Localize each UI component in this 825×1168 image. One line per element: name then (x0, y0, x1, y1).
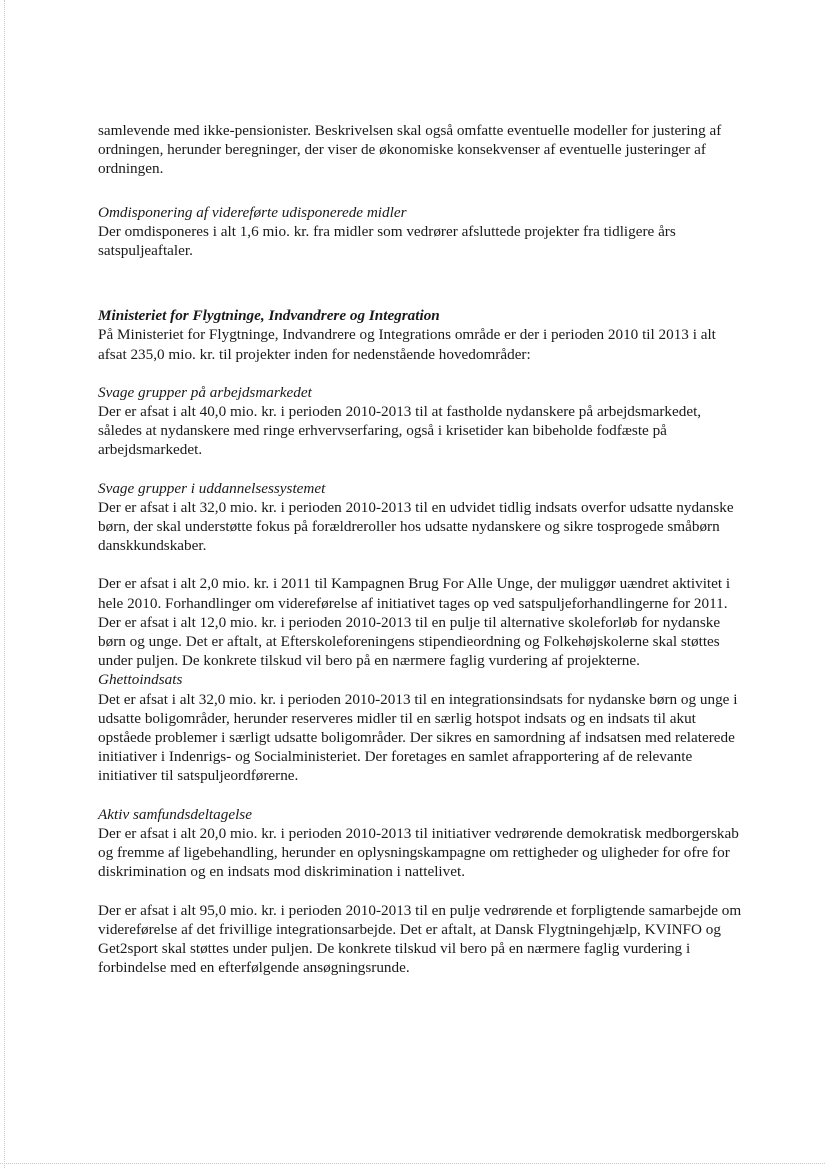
aktiv-samfund-heading: Aktiv samfundsdeltagelse (98, 805, 252, 823)
section-svage-arbejdsmarked (98, 383, 748, 460)
omdisponering-text: Der omdisponeres i alt 1,6 mio. kr. fra midler som vedrører afsluttede projekter fra tidligere års satspuljeaftaler. (98, 222, 676, 260)
ghettoindsats-text: Det er afsat i alt 32,0 mio. kr. i perioden 2010-2013 til en integrationsindsats for nydanske børn og unge i udsatte boligområder, herunder reserveres midler til en særlig hotspot indsats og en indsats til akut opståede problemer i særligt udsatte boligområder. Der sikres en samordning af indsatsen med relaterede initiativer i Indenrigs- og Socialministeriet. Der foretages en samlet afrapportering af de relevante initiativer til satspuljeordførerne. (98, 690, 738, 785)
section-aktiv-samfund (98, 805, 748, 882)
scan-edge-bottom (0, 1163, 825, 1165)
omdisponering-heading: Omdisponering af videreførte udisponerede midler (98, 203, 407, 221)
ministry-heading: Ministeriet for Flygtninge, Indvandrere og Integration (98, 307, 440, 325)
ministry-text: På Ministeriet for Flygtninge, Indvandrere og Integrations område er der i perioden 2010 til 2013 i alt afsat 235,0 mio. kr. til projekter inden for nedenstående hovedområder: (98, 326, 716, 363)
aktiv-samfund-text-2: Der er afsat i alt 95,0 mio. kr. i perioden 2010-2013 til en pulje vedrørende et forpligtende samarbejde om videreførelse af det frivillige integrationsarbejde. Det er aftalt, at Dansk Flygtningehjælp, KVINFO og Get2sport skal støttes under puljen. De konkrete tilskud vil bero på en nærmere faglig vurdering i forbindelse med en efterfølgende ansøgningsrunde. (98, 901, 742, 977)
svage-arbejdsmarked-text: Der er afsat i alt 40,0 mio. kr. i perioden 2010-2013 til at fastholde nydanskere på arbejdsmarkedet, således at nydanskere med ringe erhvervserfaring, også i krisetider kan bibeholde fodfæste på arbejdsmarkedet. (98, 403, 702, 459)
section-ghettoindsats (98, 670, 748, 785)
svage-uddannelse-text: Der er afsat i alt 32,0 mio. kr. i perioden 2010-2013 til en udvidet tidlig indsats overfor udsatte nydanske børn, der skal understøtte fokus på forældreroller hos udsatte nydanskere og sikre tosprogede småbørn danskkundskaber. (98, 498, 734, 555)
ghettoindsats-heading: Ghettoindsats (98, 671, 183, 689)
svage-uddannelse-text-2: Der er afsat i alt 2,0 mio. kr. i 2011 til Kampagnen Brug For Alle Unge, der muliggør uændret aktivitet i hele 2010. Forhandlinger om videreførelse af initiativet tages op ved satspuljeforhandlingerne for 2011. (98, 575, 731, 612)
intro-paragraph: samlevende med ikke-pensionister. Beskrivelsen skal også omfatte eventuelle modeller for justering af ordningen, herunder beregninger, der viser de økonomiske konsekvenser af eventuelle justeringer af ordningen. (98, 122, 722, 178)
section-omdisponering (98, 203, 748, 261)
section-svage-uddannelse (98, 479, 748, 556)
scan-edge-left (4, 0, 6, 1168)
aktiv-samfund-text: Der er afsat i alt 20,0 mio. kr. i perioden 2010-2013 til initiativer vedrørende demokratisk medborgerskab og fremme af ligebehandling, herunder en oplysningskampagne om rettigheder og uligheder for ofre for diskrimination og en indsats mod diskrimination i nattelivet. (98, 824, 739, 881)
svage-uddannelse-text-3: Der er afsat i alt 12,0 mio. kr. i perioden 2010-2013 til en pulje til alternative skoleforløb for nydanske børn og unge. Det er aftalt, at Efterskoleforeningens stipendieordning og Folkehøjskolerne skal støttes under puljen. De konkrete tilskud vil bero på en nærmere faglig vurdering af projekterne. (98, 613, 721, 670)
svage-arbejdsmarked-heading: Svage grupper på arbejdsmarkedet (98, 383, 312, 401)
svage-uddannelse-heading: Svage grupper i uddannelsessystemet (98, 479, 326, 497)
section-ministry (98, 306, 748, 364)
document-body (98, 121, 748, 977)
